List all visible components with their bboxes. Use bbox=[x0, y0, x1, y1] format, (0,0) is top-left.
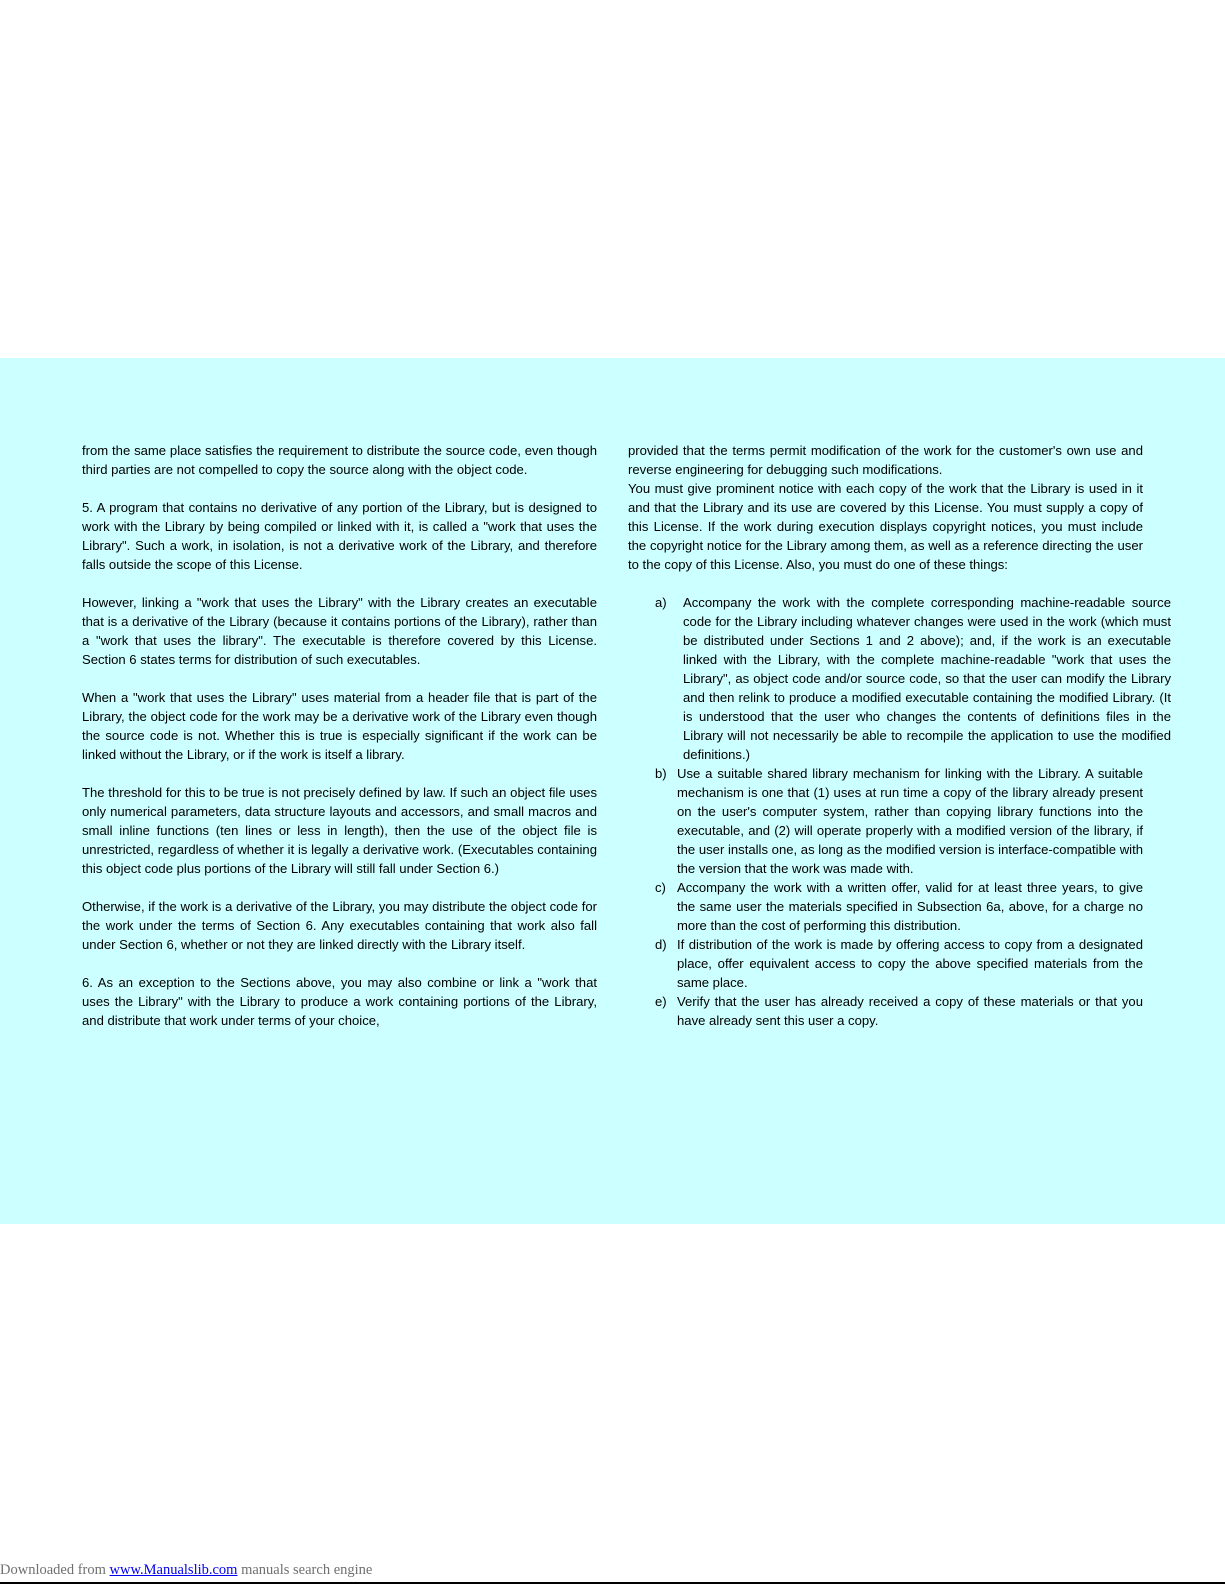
section-5-paragraph: 5. A program that contains no derivative of any portion of the Library, but is designed to work with the Library by being compiled or linked with it, is called a "work that uses the Library". Such a work, in isolation, is not a derivative work of the Library, and therefore falls outside the scope of this License. bbox=[82, 500, 597, 572]
left-column bbox=[82, 441, 597, 1030]
list-item bbox=[655, 593, 1171, 764]
left-paragraph-1: from the same place satisfies the requirement to distribute the source code, even though third parties are not compelled to copy the source along with the object code. bbox=[82, 443, 597, 477]
footer-prefix: Downloaded from bbox=[0, 1562, 110, 1578]
right-column bbox=[628, 441, 1171, 1030]
section-6-paragraph: 6. As an exception to the Sections above, you may also combine or link a "work that uses the Library" with the Library to produce a work containing portions of the Library, and distribute that work under terms of your choice, bbox=[82, 975, 597, 1028]
footer-rule bbox=[0, 1582, 1225, 1584]
list-marker: c) bbox=[655, 880, 666, 895]
list-item bbox=[655, 935, 1143, 992]
list-item-text: Accompany the work with a written offer, valid for at least three years, to give the same user the materials specified in Subsection 6a, above, for a charge no more than the cost of performing this distribution. bbox=[677, 880, 1143, 933]
list-marker: d) bbox=[655, 937, 667, 952]
left-paragraph-5: The threshold for this to be true is not precisely defined by law. If such an object file uses only numerical parameters, data structure layouts and accessors, and small macros and small inline functions (ten lines or less in length), then the use of the object file is unrestricted, regardless of whether it is legally a derivative work. (Executables containing this object code plus portions of the Library will still fall under Section 6.) bbox=[82, 785, 597, 876]
left-paragraph-3: However, linking a "work that uses the Library" with the Library creates an executable that is a derivative of the Library (because it contains portions of the Library), rather than a "work that uses the library". The executable is therefore covered by this License. Section 6 states terms for distribution of such executables. bbox=[82, 595, 597, 667]
download-footer bbox=[0, 1560, 1225, 1585]
right-paragraph-1: provided that the terms permit modification of the work for the customer's own use and reverse engineering for debugging such modifications. bbox=[628, 443, 1143, 477]
list-item bbox=[655, 992, 1143, 1030]
list-item-text: If distribution of the work is made by offering access to copy from a designated place, offer equivalent access to copy the above specified materials from the same place. bbox=[677, 937, 1143, 990]
list-item-text: Verify that the user has already received a copy of these materials or that you have already sent this user a copy. bbox=[677, 994, 1143, 1028]
left-paragraph-6: Otherwise, if the work is a derivative of the Library, you may distribute the object code for the work under the terms of Section 6. Any executables containing that work also fall under Section 6, whether or not they are linked directly with the Library itself. bbox=[82, 899, 597, 952]
list-marker: b) bbox=[655, 766, 667, 781]
manualslib-link[interactable]: www.Manualslib.com bbox=[109, 1562, 238, 1578]
list-marker: a) bbox=[655, 595, 667, 610]
list-item bbox=[655, 878, 1143, 935]
requirements-list bbox=[628, 593, 1171, 1030]
left-paragraph-4: When a "work that uses the Library" uses material from a header file that is part of the Library, the object code for the work may be a derivative work of the Library even though the source code is not. Whether this is true is especially significant if the work can be linked without the Library, or if the work is itself a library. bbox=[82, 690, 597, 762]
list-item bbox=[655, 764, 1143, 878]
right-paragraph-2: You must give prominent notice with each copy of the work that the Library is used in it and that the Library and its use are covered by this License. You must supply a copy of this License. If the work during execution displays copyright notices, you must include the copyright notice for the Library among them, as well as a reference directing the user to the copy of this License. Also, you must do one of these things: bbox=[628, 481, 1143, 572]
list-item-text: Use a suitable shared library mechanism for linking with the Library. A suitable mechanism is one that (1) uses at run time a copy of the library already present on the user's computer system, rather than copying library functions into the executable, and (2) will operate properly with a modified version of the library, if the user installs one, as long as the modified version is interface-compatible with the version that the work was made with. bbox=[677, 766, 1143, 876]
list-marker: e) bbox=[655, 994, 667, 1009]
footer-suffix: manuals search engine bbox=[237, 1562, 373, 1578]
list-item-text: Accompany the work with the complete corresponding machine-readable source code for the Library including whatever changes were used in the work (which must be distributed under Sections 1 and 2 above); and, if the work is an executable linked with the Library, with the complete machine-readable "work that uses the Library", as object code and/or source code, so that the user can modify the Library and then relink to produce a modified executable containing the modified Library. (It is understood that the user who changes the contents of definitions files in the Library will not necessarily be able to recompile the application to use the modified definitions.) bbox=[683, 595, 1171, 762]
